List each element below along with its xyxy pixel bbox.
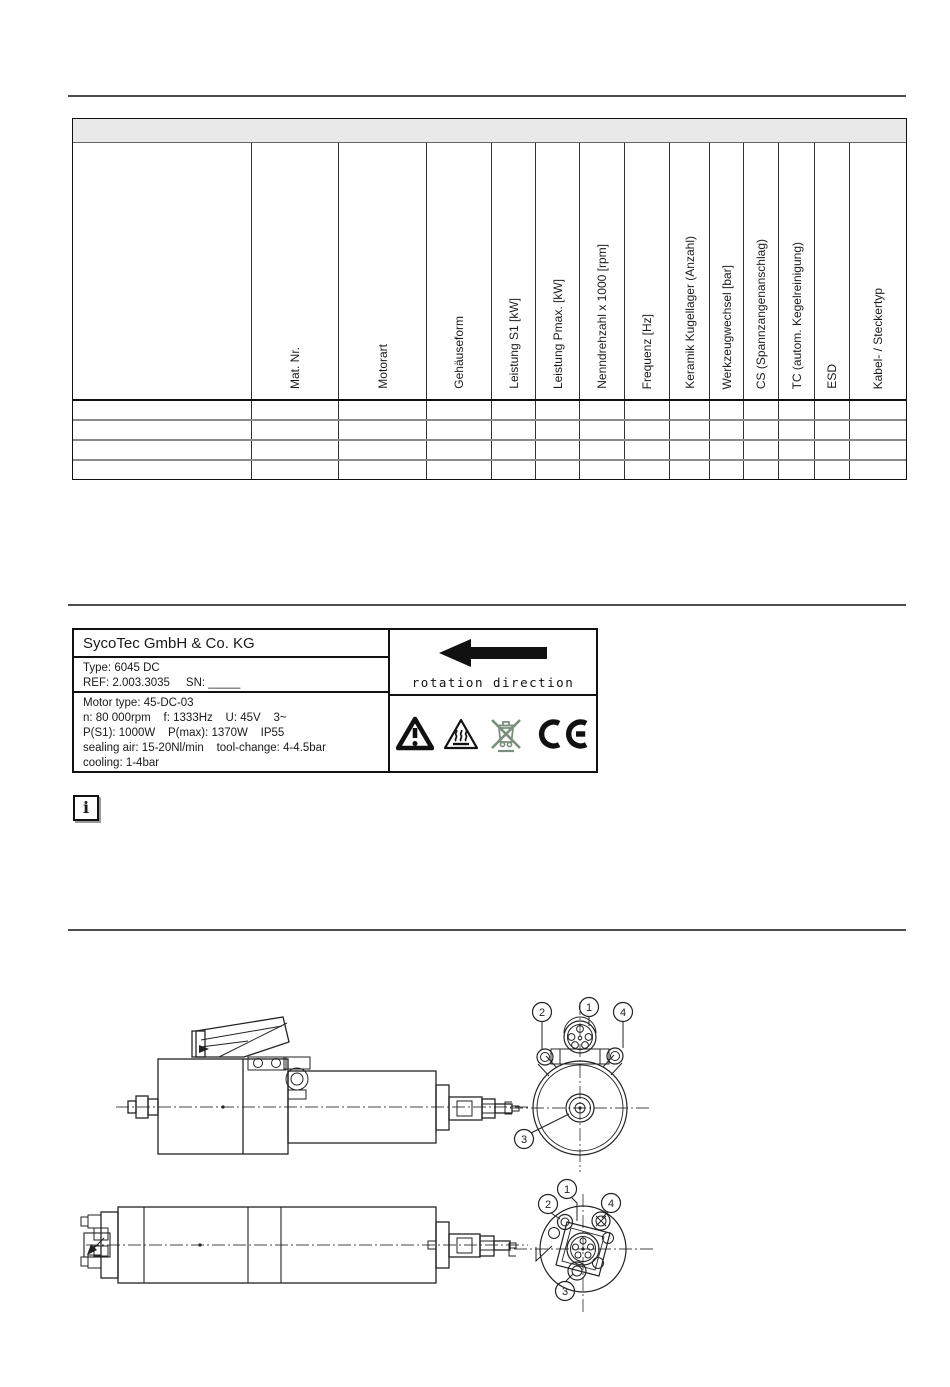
drawing-rear-view-top	[505, 998, 652, 1173]
column-label: Leistung S1 [kW]	[506, 298, 521, 389]
column-label: Gehäuseform	[452, 316, 466, 389]
column-label: Keramik Kugellager (Anzahl)	[682, 236, 697, 389]
callout-number: 2	[544, 1199, 552, 1211]
motor-line: Motor type: 45-DC-03	[83, 697, 194, 709]
ref-line: REF: 2.003.3035 SN: _____	[83, 677, 241, 689]
column-label: Frequenz [Hz]	[640, 313, 654, 389]
motor-line: P(S1): 1000W P(max): 1370W IP55	[83, 727, 285, 739]
motor-line: n: 80 000rpm f: 1333Hz U: 45V 3~	[83, 712, 287, 724]
info-glyph: i	[82, 798, 90, 817]
motor-line: cooling: 1-4bar	[83, 757, 160, 769]
type-line: Type: 6045 DC	[83, 662, 160, 674]
column-label: Nenndrehzahl x 1000 [rpm]	[595, 244, 609, 389]
callout-number: 4	[619, 1007, 627, 1019]
callout-number: 3	[520, 1134, 528, 1146]
drawing-side-view-top	[116, 1017, 528, 1154]
drawing-side-view-bottom	[81, 1207, 528, 1283]
manufacturer-name: SycoTec GmbH & Co. KG	[74, 630, 388, 658]
callout-number: 4	[607, 1198, 615, 1210]
callout-number: 3	[561, 1286, 569, 1298]
drawing-rear-view-bottom	[509, 1180, 654, 1313]
callout-number: 2	[538, 1007, 546, 1019]
column-label: TC (autom. Kegelreinigung)	[789, 241, 804, 389]
rotation-direction-label: rotation direction	[411, 675, 575, 690]
column-label: ESD	[825, 364, 839, 389]
callout-number: 1	[563, 1184, 571, 1196]
column-label: Kabel- / Steckertyp	[870, 287, 885, 389]
column-label: Werkzeugwechsel [bar]	[719, 264, 734, 389]
column-label: Motorart	[375, 344, 390, 389]
callout-number: 1	[585, 1002, 593, 1014]
column-label: Mat. Nr.	[288, 346, 302, 389]
column-label: Leistung Pmax. [kW]	[550, 278, 565, 389]
column-label: CS (Spannzangenanschlag)	[754, 238, 768, 389]
motor-line: sealing air: 15-20Nl/min tool-change: 4-4.5bar	[83, 742, 326, 754]
